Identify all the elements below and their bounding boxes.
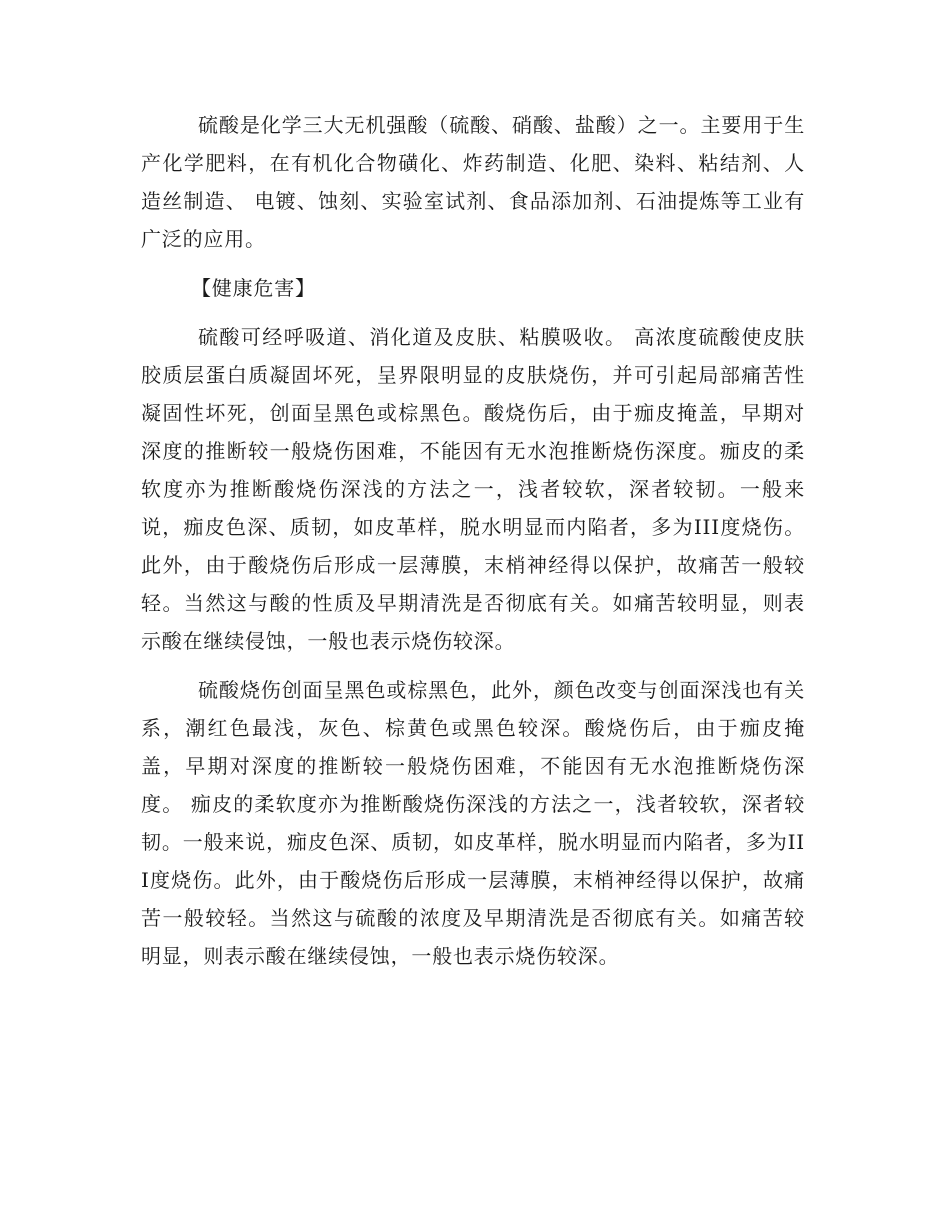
document-page [141,106,805,975]
section-heading-wrapper [141,269,805,307]
section-heading: 【健康危害】 [191,276,316,300]
intro-paragraph: 硫酸是化学三大无机强酸（硫酸、硝酸、盐酸）之一。主要用于生产化学肥料，在有机化合物磺化、炸药制造、化肥、染料、粘结剂、人造丝制造、 电镀、蚀刻、实验室试剂、食品添加剂、石油提炼等工业有广泛的应用。 [141,113,805,251]
health-hazard-paragraph-2: 硫酸烧伤创面呈黑色或棕黑色，此外，颜色改变与创面深浅也有关系，潮红色最浅，灰色、棕黄色或黑色较深。酸烧伤后，由于痂皮掩盖，早期对深度的推断较一般烧伤困难，不能因有无水泡推断烧伤深度。 痂皮的柔软度亦为推断酸烧伤深浅的方法之一，浅者较软，深者较韧。一般来说，痂皮色深、质韧，如皮革样，脱水明显而内陷者，多为III度烧伤。此外，由于酸烧伤后形成一层薄膜，末梢神经得以保护，故痛苦一般较轻。当然这与硫酸的浓度及早期清洗是否彻底有关。如痛苦较明显，则表示酸在继续侵蚀，一般也表示烧伤较深。 [141,678,805,968]
health-hazard-paragraph-1: 硫酸可经呼吸道、消化道及皮肤、粘膜吸收。 高浓度硫酸使皮肤胶质层蛋白质凝固坏死，呈界限明显的皮肤烧伤，并可引起局部痛苦性凝固性坏死，创面呈黑色或棕黑色。酸烧伤后，由于痂皮掩盖，早期对深度的推断较一般烧伤困难，不能因有无水泡推断烧伤深度。痂皮的柔软度亦为推断酸烧伤深浅的方法之一，浅者较软，深者较韧。一般来说，痂皮色深、质韧，如皮革样，脱水明显而内陷者，多为III度烧伤。此外，由于酸烧伤后形成一层薄膜，末梢神经得以保护，故痛苦一般较轻。当然这与酸的性质及早期清洗是否彻底有关。如痛苦较明显，则表示酸在继续侵蚀，一般也表示烧伤较深。 [141,325,805,653]
